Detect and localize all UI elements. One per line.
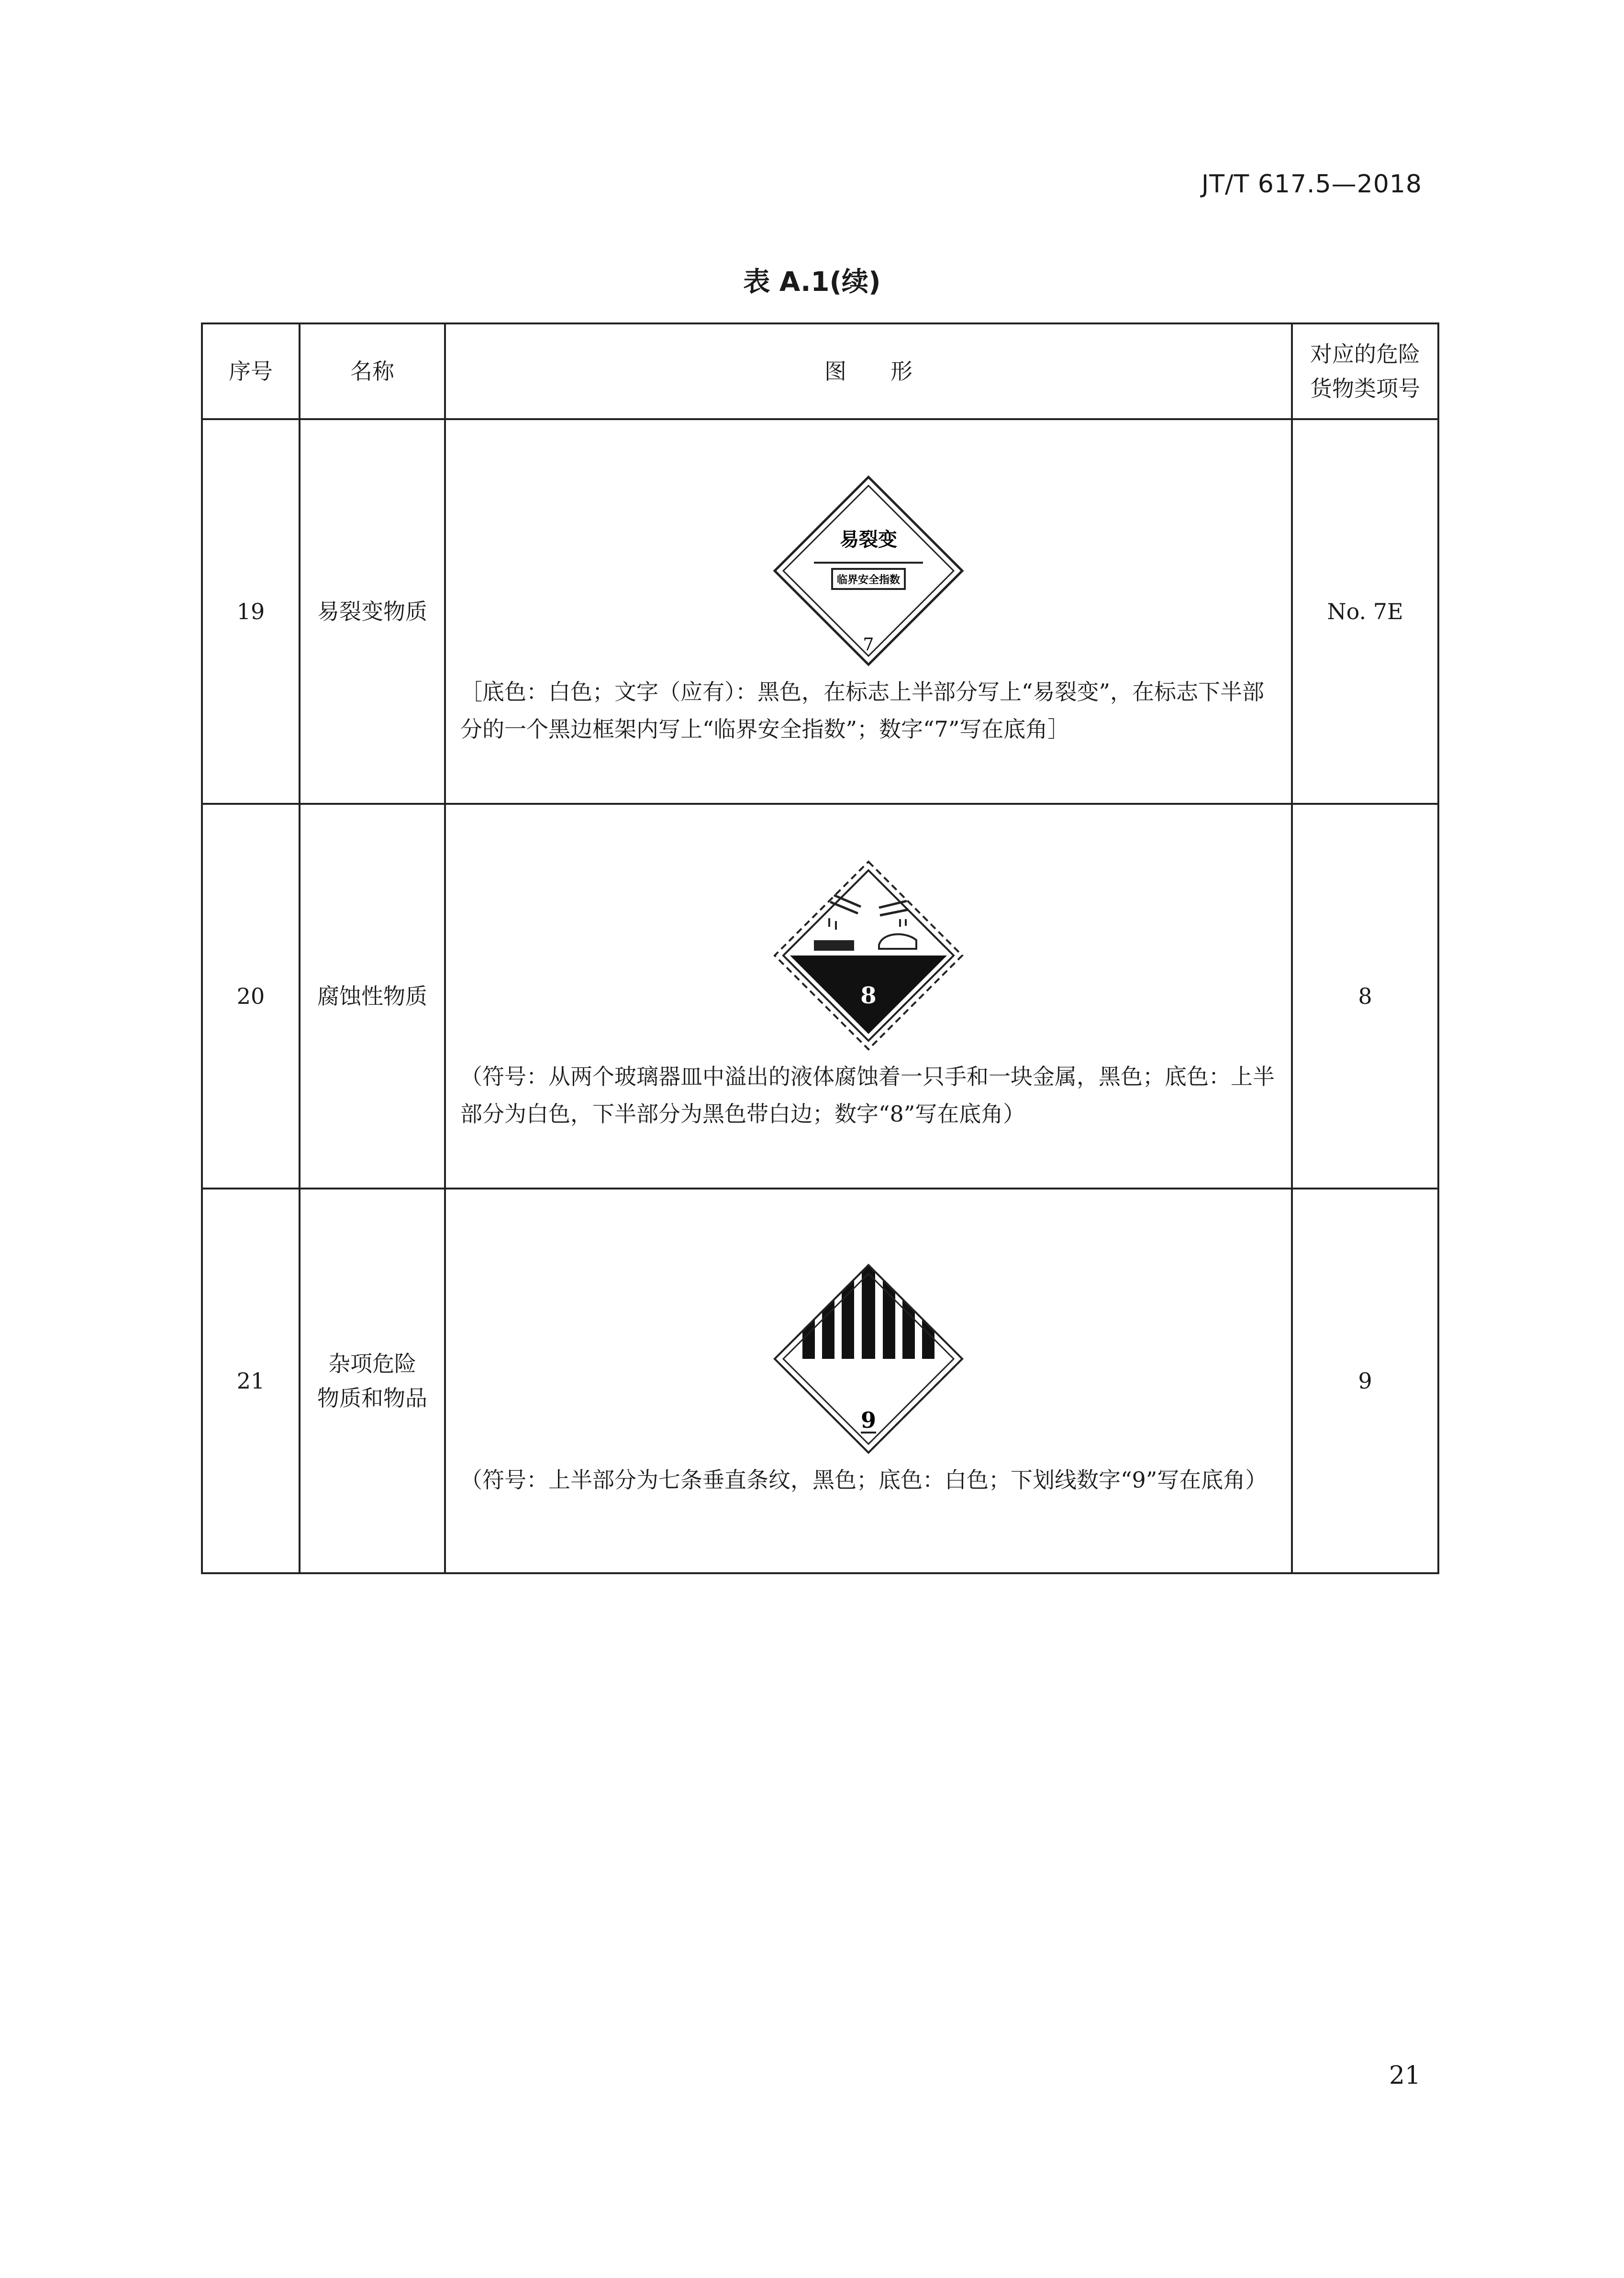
row-name-line1: 杂项危险 [328,1351,416,1377]
metal-bar-icon [814,940,854,951]
fissile-label-icon [773,475,964,667]
header-name: 名称 [300,323,445,419]
row-name: 腐蚀性物质 [300,804,445,1189]
table-row [202,804,1438,1189]
row-description: （符号：上半部分为七条垂直条纹，黑色；底色：白色；下划线数字“9”写在底角） [460,1467,1268,1493]
header-figure: 图 形 [445,323,1292,419]
row-name-line2: 物质和物品 [317,1385,427,1411]
row-class: 8 [1292,804,1438,1189]
header-class-line2: 货物类项号 [1310,376,1420,401]
row-serial: 19 [202,419,300,804]
row-figure [445,1189,1292,1573]
label-number-text: 9 [860,1407,877,1433]
label-title-text: 易裂变 [840,528,897,551]
header-class [1292,323,1438,419]
corrosive-label-icon [773,860,964,1051]
row-name [300,1189,445,1573]
label-box-text: 临界安全指数 [836,574,901,586]
misc-hazard-label-icon [773,1263,964,1455]
row-description: ［底色：白色；文字（应有）：黑色，在标志上半部分写上“易裂变”，在标志下半部分的一个黑边框架内写上“临界安全指数”；数字“7”写在底角］ [460,679,1265,742]
row-class: 9 [1292,1189,1438,1573]
row-class: No. 7E [1292,419,1438,804]
label-number-text: 8 [860,982,877,1009]
row-name: 易裂变物质 [300,419,445,804]
label-number-text: 7 [863,635,874,655]
row-figure [445,804,1292,1189]
hazard-label-table [201,322,1439,1574]
table-row [202,419,1438,804]
table-row [202,1189,1438,1573]
table-title: 表 A.1(续) [743,267,881,298]
row-figure [445,419,1292,804]
page-number: 21 [1389,2061,1421,2090]
document-code: JT/T 617.5—2018 [1201,170,1422,199]
row-serial: 20 [202,804,300,1189]
header-class-line1: 对应的危险 [1310,341,1420,367]
table-header-row [202,323,1438,419]
header-serial: 序号 [202,323,300,419]
row-serial: 21 [202,1189,300,1573]
row-description: （符号：从两个玻璃器皿中溢出的液体腐蚀着一只手和一块金属，黑色；底色：上半部分为白色，下半部分为黑色带白边；数字“8”写在底角） [460,1064,1275,1127]
